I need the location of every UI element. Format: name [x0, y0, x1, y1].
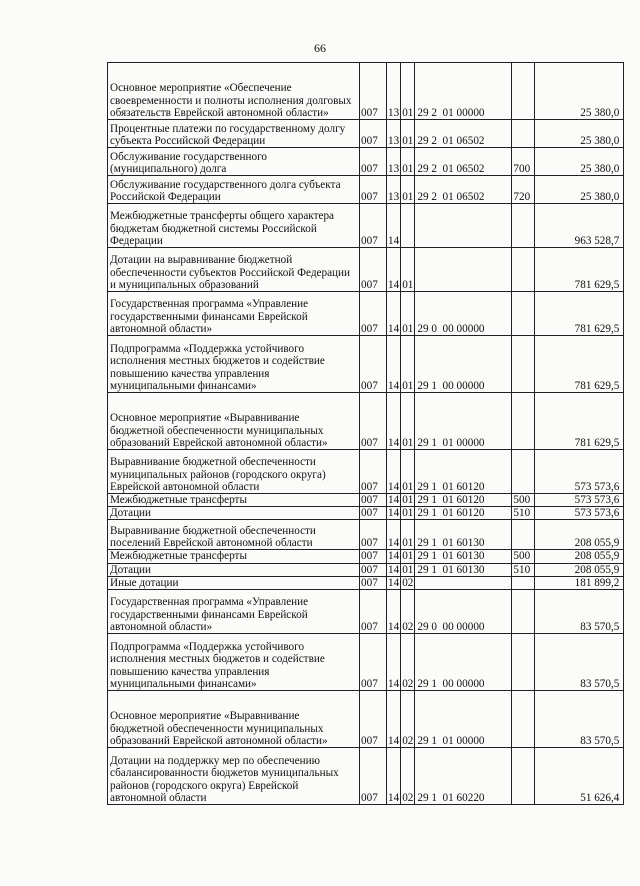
ministry-code: 007 [360, 450, 387, 494]
table-row [108, 393, 624, 450]
expense-type-code [512, 748, 535, 805]
amount: 83 570,5 [535, 691, 624, 748]
table-row [108, 176, 624, 204]
row-name: Подпрограмма «Поддержка устойчивого исполнения местных бюджетов и содействие повышению качества управления муниципальными финансами» [108, 634, 360, 691]
amount: 25 380,0 [535, 120, 624, 148]
section-code: 13 [387, 63, 401, 120]
amount: 25 380,0 [535, 176, 624, 204]
expense-type-code [512, 292, 535, 336]
ministry-code: 007 [360, 176, 387, 204]
ministry-code: 007 [360, 748, 387, 805]
row-name: Межбюджетные трансферты [108, 494, 360, 507]
amount: 25 380,0 [535, 63, 624, 120]
program-code [415, 204, 512, 248]
page-number: 66 [314, 41, 326, 55]
expense-type-code [512, 393, 535, 450]
expense-type-code [512, 63, 535, 120]
row-name: Государственная программа «Управление государственными финансами Еврейской автономной области» [108, 590, 360, 634]
program-code: 29 1 01 60120 [415, 507, 512, 520]
program-code: 29 0 00 00000 [415, 590, 512, 634]
ministry-code: 007 [360, 148, 387, 176]
program-code: 29 1 01 60130 [415, 520, 512, 550]
row-name: Выравнивание бюджетной обеспеченности поселений Еврейской автономной области [108, 520, 360, 550]
table-row [108, 507, 624, 520]
amount: 963 528,7 [535, 204, 624, 248]
program-code [415, 248, 512, 292]
amount: 781 629,5 [535, 393, 624, 450]
program-code: 29 2 01 06502 [415, 176, 512, 204]
ministry-code: 007 [360, 691, 387, 748]
ministry-code: 007 [360, 393, 387, 450]
table-row [108, 148, 624, 176]
expense-type-code [512, 520, 535, 550]
ministry-code: 007 [360, 590, 387, 634]
row-name: Обслуживание государственного долга субъекта Российской Федерации [108, 176, 360, 204]
row-name: Подпрограмма «Поддержка устойчивого исполнения местных бюджетов и содействие повышению качества управления муниципальными финансами» [108, 336, 360, 393]
program-code: 29 2 01 06502 [415, 148, 512, 176]
table-row [108, 494, 624, 507]
table-row [108, 748, 624, 805]
ministry-code: 007 [360, 248, 387, 292]
program-code: 29 0 00 00000 [415, 292, 512, 336]
section-code: 14 [388, 494, 400, 506]
subsection-code: 01 [401, 63, 415, 120]
row-name: Основное мероприятие «Выравнивание бюджетной обеспеченности муниципальных образований Еврейской автономной области» [108, 393, 360, 450]
subsection-code: 01 [401, 176, 415, 204]
program-code: 29 1 01 00000 [415, 393, 512, 450]
row-name: Обслуживание государственного (муниципального) долга [108, 148, 360, 176]
section-code: 14 [388, 507, 400, 520]
section-code: 14 [387, 634, 401, 691]
section-code: 13 [387, 176, 401, 204]
expense-type-code: 510 [512, 507, 535, 520]
ministry-code: 007 [360, 550, 387, 563]
subsection-code: 01 [401, 292, 415, 336]
table-row [108, 204, 624, 248]
ministry-code: 007 [360, 120, 387, 148]
row-name: Дотации на выравнивание бюджетной обеспеченности субъектов Российской Федерации и муниципальных образований [108, 248, 360, 292]
amount: 83 570,5 [535, 590, 624, 634]
subsection-code: 01 [401, 148, 415, 176]
section-code: 14 [387, 520, 401, 550]
subsection-code: 02 [402, 576, 414, 589]
amount: 573 573,6 [535, 450, 624, 494]
subsection-code: 01 [401, 393, 415, 450]
program-code: 29 1 01 00000 [415, 691, 512, 748]
program-code: 29 1 01 60120 [415, 450, 512, 494]
section-code: 13 [387, 148, 401, 176]
subsection-code: 01 [401, 336, 415, 393]
section-code: 14 [387, 336, 401, 393]
row-name: Основное мероприятие «Обеспечение своевременности и полноты исполнения долговых обязательств Еврейской автономной области» [108, 63, 360, 120]
row-name: Иные дотации [108, 576, 360, 589]
table-row [108, 63, 624, 120]
table-row [108, 691, 624, 748]
ministry-code: 007 [360, 520, 387, 550]
ministry-code: 007 [360, 576, 387, 589]
table-row [108, 634, 624, 691]
ministry-code: 007 [360, 63, 387, 120]
ministry-code: 007 [360, 634, 387, 691]
amount: 181 899,2 [535, 576, 624, 589]
program-code: 29 1 01 60120 [415, 494, 512, 507]
subsection-code: 02 [401, 748, 415, 805]
expense-type-code [512, 634, 535, 691]
section-code: 14 [388, 576, 400, 589]
amount: 573 573,6 [535, 494, 624, 507]
subsection-code: 01 [402, 507, 414, 520]
program-code: 29 2 01 00000 [415, 63, 512, 120]
subsection-code: 01 [401, 120, 415, 148]
subsection-code: 01 [401, 520, 415, 550]
ministry-code: 007 [360, 204, 387, 248]
section-code: 14 [387, 748, 401, 805]
row-name: Дотации [108, 507, 360, 520]
expense-type-code [512, 576, 535, 589]
subsection-code: 02 [401, 634, 415, 691]
ministry-code: 007 [360, 292, 387, 336]
row-name: Выравнивание бюджетной обеспеченности муниципальных районов (городского округа) Еврейской автономной области [108, 450, 360, 494]
subsection-code: 01 [401, 248, 415, 292]
section-code: 14 [388, 550, 400, 563]
row-name: Основное мероприятие «Выравнивание бюджетной обеспеченности муниципальных образований Еврейской автономной области» [108, 691, 360, 748]
program-code: 29 1 00 00000 [415, 336, 512, 393]
budget-table [107, 62, 624, 805]
row-name: Дотации [108, 563, 360, 576]
row-name: Дотации на поддержку мер по обеспечению сбалансированности бюджетов муниципальных районов (городского округа) Еврейской автономной области [108, 748, 360, 805]
subsection-code: 01 [402, 494, 414, 506]
expense-type-code [512, 120, 535, 148]
expense-type-code [512, 248, 535, 292]
expense-type-code [512, 691, 535, 748]
row-name: Государственная программа «Управление государственными финансами Еврейской автономной области» [108, 292, 360, 336]
section-code: 14 [387, 590, 401, 634]
section-code: 13 [387, 120, 401, 148]
table-row [108, 576, 624, 589]
section-code: 14 [387, 292, 401, 336]
subsection-code: 02 [401, 590, 415, 634]
section-code: 14 [388, 563, 400, 576]
subsection-code: 01 [402, 550, 414, 563]
table-row [108, 120, 624, 148]
table-row [108, 550, 624, 563]
row-name: Межбюджетные трансферты общего характера бюджетам бюджетной системы Российской Федерации [108, 204, 360, 248]
section-code: 14 [387, 204, 401, 248]
amount: 208 055,9 [535, 520, 624, 550]
amount: 83 570,5 [535, 634, 624, 691]
amount: 208 055,9 [535, 563, 624, 576]
expense-type-code: 700 [512, 148, 535, 176]
ministry-code: 007 [360, 494, 387, 507]
program-code: 29 1 00 00000 [415, 634, 512, 691]
subsection-code [401, 204, 415, 248]
expense-type-code [512, 590, 535, 634]
subsection-code: 01 [401, 450, 415, 494]
program-code: 29 1 01 60220 [415, 748, 512, 805]
section-code: 14 [387, 248, 401, 292]
expense-type-code: 720 [512, 176, 535, 204]
amount: 25 380,0 [535, 148, 624, 176]
section-code: 14 [387, 393, 401, 450]
amount: 781 629,5 [535, 336, 624, 393]
amount: 208 055,9 [535, 550, 624, 563]
subsection-code: 01 [402, 563, 414, 576]
program-code: 29 2 01 06502 [415, 120, 512, 148]
subsection-code: 02 [401, 691, 415, 748]
table-row [108, 292, 624, 336]
expense-type-code [512, 450, 535, 494]
amount: 51 626,4 [535, 748, 624, 805]
row-name: Процентные платежи по государственному долгу субъекта Российской Федерации [108, 120, 360, 148]
section-code: 14 [387, 450, 401, 494]
section-code: 14 [387, 691, 401, 748]
program-code: 29 1 01 60130 [415, 550, 512, 563]
table-row [108, 590, 624, 634]
table-row [108, 336, 624, 393]
amount: 573 573,6 [535, 507, 624, 520]
ministry-code: 007 [360, 563, 387, 576]
table-row [108, 520, 624, 550]
row-name: Межбюджетные трансферты [108, 550, 360, 563]
table-row [108, 248, 624, 292]
expense-type-code [512, 336, 535, 393]
expense-type-code: 500 [512, 494, 535, 507]
table-row [108, 450, 624, 494]
ministry-code: 007 [360, 336, 387, 393]
expense-type-code [512, 204, 535, 248]
table-row [108, 563, 624, 576]
amount: 781 629,5 [535, 248, 624, 292]
amount: 781 629,5 [535, 292, 624, 336]
expense-type-code: 510 [512, 563, 535, 576]
expense-type-code: 500 [512, 550, 535, 563]
program-code [415, 576, 512, 589]
ministry-code: 007 [360, 507, 387, 520]
program-code: 29 1 01 60130 [415, 563, 512, 576]
